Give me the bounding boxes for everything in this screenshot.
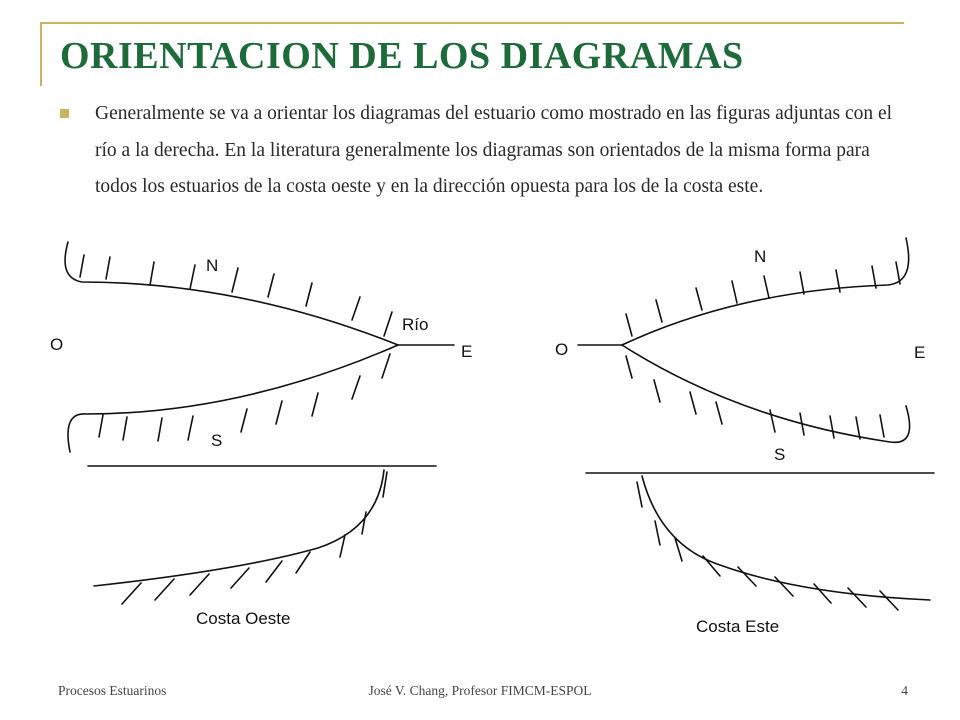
- left-north-label: N: [206, 256, 219, 275]
- footer-course: Procesos Estuarinos: [58, 683, 167, 698]
- footer-author: José V. Chang, Profesor FIMCM-ESPOL: [368, 683, 592, 698]
- left-estuary-south-bank: [68, 345, 398, 452]
- slide-title: ORIENTACION DE LOS DIAGRAMAS: [60, 35, 744, 77]
- east-coast-hatches: [637, 482, 898, 610]
- left-estuary-north-hatches: [80, 255, 392, 336]
- coast-west-label: Costa Oeste: [196, 609, 291, 628]
- left-estuary-south-hatches: [99, 354, 390, 441]
- right-estuary-south-hatches: [626, 356, 884, 439]
- left-estuary-north-bank: [65, 242, 398, 345]
- coast-east-label: Costa Este: [696, 617, 780, 636]
- right-east-label: E: [914, 343, 926, 362]
- bullet-text: Generalmente se va a orientar los diagramas del estuario como mostrado en las figuras adjuntas con el río a la derecha. En la literatura generalmente los diagramas son orientados de la misma forma para todos los estuarios de la costa oeste y en la dirección opuesta para los de la costa este.: [95, 103, 893, 197]
- left-south-label: S: [211, 431, 223, 450]
- right-north-label: N: [754, 247, 767, 266]
- footer-page-number: 4: [901, 683, 908, 698]
- right-west-label: O: [555, 340, 569, 359]
- right-south-label: S: [774, 445, 786, 464]
- right-estuary-south-bank: [622, 345, 910, 442]
- west-coast-hatches: [122, 472, 387, 604]
- left-east-label: E: [461, 342, 473, 361]
- east-coast-shoreline: [642, 476, 930, 600]
- left-west-label: O: [50, 335, 64, 354]
- left-river-label: Río: [402, 315, 429, 334]
- west-coast-shoreline: [94, 470, 384, 586]
